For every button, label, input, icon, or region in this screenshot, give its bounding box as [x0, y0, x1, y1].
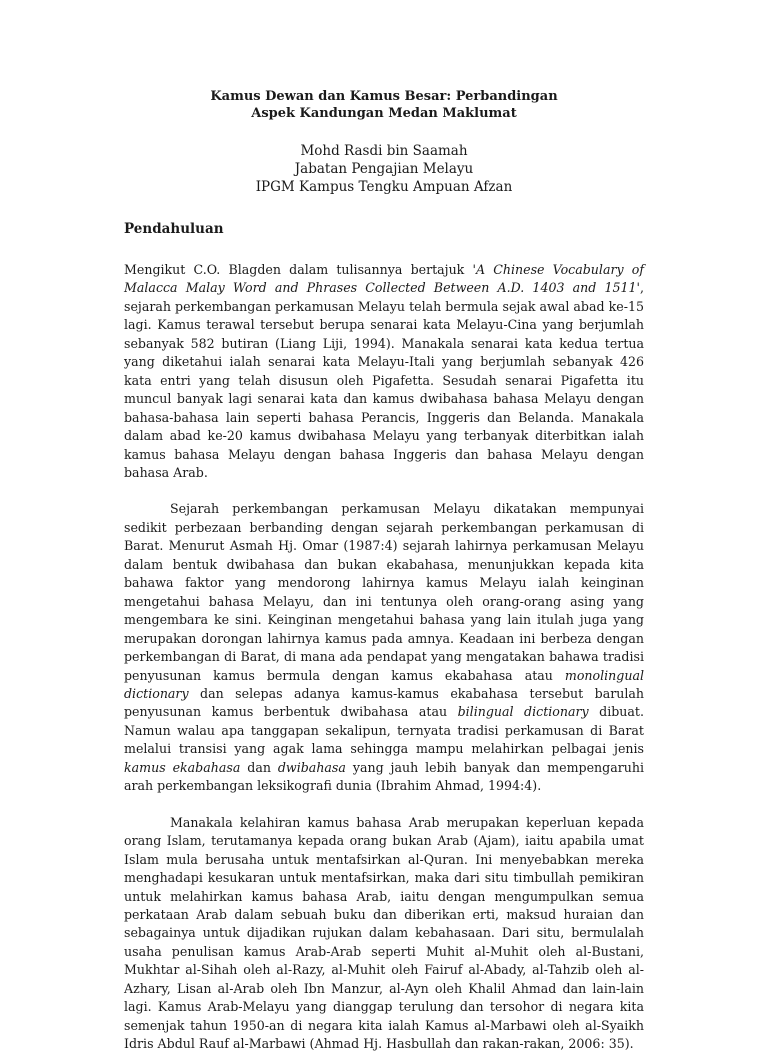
document-title: [124, 88, 644, 122]
paragraph-2-text-i: yang jauh lebih banyak dan mempengaruhi arah perkembangan leksikografi dunia (Ibrahim Ahmad, 1994:4).: [124, 759, 644, 794]
paragraph-1: [124, 261, 644, 482]
author-institution: IPGM Kampus Tengku Ampuan Afzan: [255, 179, 513, 195]
paragraph-2-text-c: dan selepas adanya kamus-kamus ekabahasa tersebut barulah penyusunan kamus berbentuk dwibahasa atau: [124, 685, 644, 720]
title-line-2: Aspek Kandungan Medan Maklumat: [251, 106, 517, 121]
paragraph-2-italic-bilingual: bilingual dictionary: [457, 704, 589, 720]
paragraph-2-text-a: Sejarah perkembangan perkamusan Melayu dikatakan mempunyai sedikit perbezaan berbanding dengan sejarah perkembangan perkamusan di Barat. Menurut Asmah Hj. Omar (1987:4) sejarah lahirnya perkamusan Melayu dalam bentuk dwibahasa dan bukan ekabahasa, menunjukkan kepada kita bahawa faktor yang mendorong lahirnya kamus Melayu ialah keinginan mengetahui bahasa Melayu, dan ini tentunya oleh orang-orang asing yang mengembara ke sini. Keinginan mengetahui bahasa yang lain itulah juga yang merupakan dorongan lahirnya kamus pada amnya. Keadaan ini berbeza dengan perkembangan di Barat, di mana ada pendapat yang mengatakan bahawa tradisi penyusunan kamus bermula dengan kamus ekabahasa atau: [124, 501, 644, 683]
title-line-1: Kamus Dewan dan Kamus Besar: Perbandingan: [210, 89, 558, 104]
section-heading: Pendahuluan: [124, 221, 224, 237]
paragraph-2-italic-monolingual: monolingual dictionary: [124, 667, 644, 701]
author-name: Mohd Rasdi bin Saamah: [300, 143, 468, 159]
paragraph-2-text-g: dan: [240, 759, 278, 775]
paragraph-1-text-a: Mengikut C.O. Blagden dalam tulisannya bertajuk ': [124, 262, 476, 277]
paragraph-2-italic-ekabahasa: kamus ekabahasa: [124, 759, 241, 775]
paragraph-1-text-c: ', sejarah perkembangan perkamusan Melayu telah bermula sejak awal abad ke-15 lagi. Kamus terawal tersebut berupa senarai kata Melayu-Cina yang berjumlah sebanyak 582 butiran (Liang Liji, 1994). Manakala senarai kata kedua tertua yang diketahui ialah senarai kata Melayu-Itali yang berjumlah sebanyak 426 kata entri yang telah disusun oleh Pigafetta. Sesudah senarai Pigafetta itu muncul banyak lagi senarai kata dan kamus dwibahasa bahasa Melayu dengan bahasa-bahasa lain seperti bahasa Perancis, Inggeris dan Belanda. Manakala dalam abad ke-20 kamus dwibahasa Melayu yang terbanyak diterbitkan ialah kamus bahasa Melayu dengan bahasa Inggeris dan bahasa Melayu dengan bahasa Arab.: [124, 280, 644, 480]
paragraph-2-italic-dwibahasa: dwibahasa: [277, 759, 346, 775]
author-block: [124, 142, 644, 196]
paragraph-2: [124, 500, 644, 795]
paragraph-3: Manakala kelahiran kamus bahasa Arab merupakan keperluan kepada orang Islam, terutamanya kepada orang bukan Arab (Ajam), iaitu apabila umat Islam mula berusaha untuk mentafsirkan al-Quran. Ini menyebabkan mereka menghadapi kesukaran untuk mentafsirkan, maka dari situ timbullah pemikiran untuk melahirkan kamus bahasa Arab, iaitu dengan mengumpulkan semua perkataan Arab dalam sebuah buku dan diberikan erti, maksud huraian dan sebagainya untuk dijadikan rujukan dalam kebahasaan. Dari situ, bermulalah usaha penulisan kamus Arab-Arab seperti Muhit al-Muhit oleh al-Bustani, Mukhtar al-Sihah oleh al-Razy, al-Muhit oleh Fairuf al-Abady, al-Tahzib oleh al-Azhary, Lisan al-Arab oleh Ibn Manzur, al-Ayn oleh Khalil Ahmad dan lain-lain lagi. Kamus Arab-Melayu yang dianggap terulung dan tersohor di negara kita semenjak tahun 1950-an di negara kita ialah Kamus al-Marbawi oleh al-Syaikh Idris Abdul Rauf al-Marbawi (Ahmad Hj. Hasbullah dan rakan-rakan, 2006: 35).: [124, 814, 644, 1052]
paragraph-1-italic-title: A Chinese Vocabulary of Malacca Malay Word and Phrases Collected Between A.D. 1403 and 1511: [124, 262, 645, 296]
author-department: Jabatan Pengajian Melayu: [294, 161, 474, 177]
paragraph-2-text-e: dibuat. Namun walau apa tanggapan sekalipun, ternyata tradisi perkamusan di Barat melalui transisi yang agak lama sehingga mampu melahirkan pelbagai jenis: [124, 704, 644, 757]
